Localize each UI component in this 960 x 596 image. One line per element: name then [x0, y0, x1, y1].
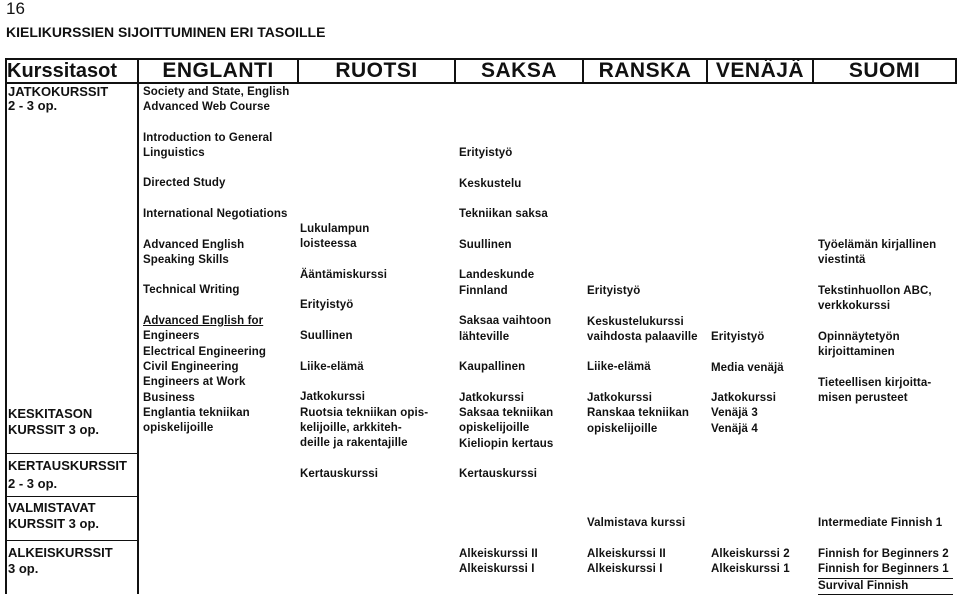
course-line: [587, 299, 698, 314]
course-line: [459, 161, 553, 176]
course-line: Landeskunde: [459, 269, 535, 282]
course-line: Jatkokurssi: [587, 392, 653, 405]
suomi-valmistava-course: Intermediate Finnish 1: [818, 517, 943, 529]
course-line: [587, 345, 698, 360]
level-alkeis-credits: 3 op.: [8, 561, 39, 576]
course-line: [143, 268, 287, 283]
course-line: [459, 299, 553, 314]
course-line: Finnish for Beginners 2: [818, 548, 949, 560]
course-line: Keskustelukurssi: [587, 315, 684, 328]
header-venaja: VENÄJÄ: [715, 59, 805, 82]
course-line: Jatkokurssi: [459, 391, 525, 404]
course-line: Lukulampun: [300, 223, 370, 235]
course-line: Business: [143, 391, 195, 404]
course-line: [587, 376, 698, 391]
course-line: Venäjä 4: [711, 422, 758, 435]
course-line: Alkeiskurssi II: [459, 548, 538, 560]
course-line: Engineers: [143, 330, 200, 343]
course-line: Speaking Skills: [143, 253, 229, 266]
course-line: Kieliopin kertaus: [459, 437, 554, 450]
course-line: Kertauskurssi: [459, 468, 538, 481]
course-line: [300, 375, 428, 390]
course-line: Saksaa vaihtoon: [459, 315, 552, 328]
course-line: [300, 253, 428, 268]
course-line: Opinnäytetyön: [818, 330, 900, 343]
level-valmistava-name: VALMISTAVAT: [8, 500, 96, 515]
course-line: Työelämän kirjallinen: [818, 239, 937, 251]
course-line: Suullinen: [300, 330, 353, 343]
header-kurssitasot: Kurssitasot: [7, 60, 118, 82]
course-line: kelijoille, arkkiteh-: [300, 421, 402, 434]
suomi-course-list: [818, 238, 936, 406]
englanti-course-list: [143, 207, 287, 436]
header-suomi: SUOMI: [848, 59, 921, 82]
course-line: [459, 345, 553, 360]
course-line: Kaupallinen: [459, 361, 526, 374]
course-line: [818, 314, 936, 329]
level-jatko-credits: 2 - 3 op.: [8, 98, 58, 113]
header-englanti: ENGLANTI: [162, 59, 274, 82]
course-line-underlined: Advanced English for: [143, 315, 264, 328]
course-line: deille ja rakentajille: [300, 437, 408, 450]
course-line: Alkeiskurssi 1: [711, 563, 790, 576]
course-line: Advanced Web Course: [143, 101, 270, 114]
ruotsi-course-list: [300, 222, 428, 482]
course-line: Erityistyö: [711, 331, 765, 343]
course-line: Ääntämiskurssi: [300, 268, 388, 281]
level-keski-credits: KURSSIT 3 op.: [8, 422, 100, 437]
header-bottom-border: [5, 82, 957, 84]
venaja-alkeis-list: [711, 547, 790, 578]
course-line: Engineers at Work: [143, 376, 246, 389]
course-line: [300, 451, 428, 466]
level-jatkokurssit: [8, 85, 108, 113]
course-line: Liike-elämä: [587, 361, 651, 374]
level-kertaus-name: KERTAUSKURSSIT: [8, 458, 127, 473]
level-valmistava-credits: KURSSIT 3 op.: [8, 516, 100, 531]
suomi-alkeis-list: [818, 547, 949, 595]
ranska-course-list: [587, 284, 698, 437]
course-line: viestintä: [818, 254, 866, 267]
englanti-society-course: [143, 85, 289, 116]
saksa-alkeis-list: [459, 547, 538, 578]
englanti-intro-course: [143, 131, 272, 162]
course-line: Finnish for Beginners 1: [818, 563, 949, 576]
course-line: Ranskaa tekniikan: [587, 407, 690, 420]
course-line: Erityistyö: [300, 299, 354, 312]
table-right-border: [955, 58, 957, 84]
course-line: [143, 299, 287, 314]
table-left-border: [5, 58, 7, 594]
englanti-directed-study: Directed Study: [143, 177, 226, 189]
level-keski-name: KESKITASON: [8, 406, 93, 421]
course-line: Tieteellisen kirjoitta-: [818, 376, 932, 389]
course-line: [459, 253, 553, 268]
course-line: [459, 452, 553, 467]
level-alkeiskurssit: [8, 546, 113, 576]
saksa-course-list: [459, 146, 553, 483]
course-line: Media venäjä: [711, 361, 784, 374]
course-line: [711, 376, 784, 391]
course-line: Saksaa tekniikan: [459, 407, 554, 420]
course-line: [711, 345, 784, 360]
page-number: 16: [6, 0, 25, 18]
course-line: Venäjä 3: [711, 407, 758, 420]
course-line: Erityistyö: [459, 147, 513, 159]
course-line: [818, 269, 936, 284]
course-line: Tekstinhuollon ABC,: [818, 284, 932, 297]
course-line: Advanced English: [143, 238, 245, 251]
header-ruotsi: RUOTSI: [335, 59, 418, 82]
course-line: Ruotsia tekniikan opis-: [300, 406, 429, 419]
ranska-alkeis-list: [587, 547, 666, 578]
course-line: Alkeiskurssi I: [459, 563, 535, 576]
course-line: Suullinen: [459, 238, 512, 251]
course-line: Society and State, English: [143, 86, 290, 98]
course-line: [143, 222, 287, 237]
course-line: [300, 314, 428, 329]
header-saksa: SAKSA: [480, 59, 557, 82]
course-line: [459, 375, 553, 390]
course-line: vaihdosta palaaville: [587, 330, 698, 343]
course-line: opiskelijoille: [143, 422, 214, 435]
level-alkeis-name: ALKEISKURSSIT: [8, 545, 113, 560]
level-kertaus-credits: 2 - 3 op.: [8, 476, 58, 491]
header-ranska: RANSKA: [598, 59, 692, 82]
course-line: opiskelijoille: [459, 422, 530, 435]
course-line: Kertauskurssi: [300, 467, 379, 480]
course-line: verkkokurssi: [818, 300, 891, 313]
course-line: Jatkokurssi: [711, 392, 777, 405]
row-divider-alkeis: [5, 540, 139, 541]
course-line: [300, 344, 428, 359]
course-line: loisteessa: [300, 238, 357, 251]
course-line: Electrical Engineering: [143, 345, 266, 358]
course-line: Erityistyö: [587, 285, 641, 297]
level-valmistavat: [8, 501, 99, 531]
course-line: Survival Finnish: [818, 578, 953, 595]
course-line: Technical Writing: [143, 284, 240, 297]
course-line: Liike-elämä: [300, 360, 364, 373]
course-line: Alkeiskurssi I: [587, 563, 663, 576]
course-line: International Negotiations: [143, 208, 288, 220]
row-divider-kertaus: [5, 496, 139, 497]
course-line: [459, 192, 553, 207]
course-line: Alkeiskurssi II: [587, 548, 666, 560]
course-line: Jatkokurssi: [300, 391, 366, 404]
row-divider-keski: [5, 453, 139, 454]
level-kertauskurssit: [8, 459, 127, 491]
course-line: [300, 283, 428, 298]
course-line: [459, 222, 553, 237]
course-line: Finnland: [459, 284, 508, 297]
level-keskitason: [8, 407, 99, 437]
course-line: kirjoittaminen: [818, 346, 895, 359]
venaja-course-list: [711, 330, 784, 437]
course-line: opiskelijoille: [587, 422, 658, 435]
course-line: Alkeiskurssi 2: [711, 548, 790, 560]
course-line: Linguistics: [143, 147, 205, 160]
ranska-valmistava-course: Valmistava kurssi: [587, 517, 686, 529]
course-line: lähteville: [459, 330, 510, 343]
course-line: [818, 360, 936, 375]
course-line: Tekniikan saksa: [459, 208, 548, 221]
course-line: Englantia tekniikan: [143, 406, 250, 419]
course-line: Keskustelu: [459, 177, 522, 190]
level-jatko-name: JATKOKURSSIT: [8, 84, 109, 99]
course-line: Civil Engineering: [143, 360, 239, 373]
level-column-divider: [137, 58, 139, 594]
course-line: misen perusteet: [818, 391, 908, 404]
course-line: Introduction to General: [143, 132, 273, 144]
page-title: KIELIKURSSIEN SIJOITTUMINEN ERI TASOILLE: [6, 24, 326, 40]
